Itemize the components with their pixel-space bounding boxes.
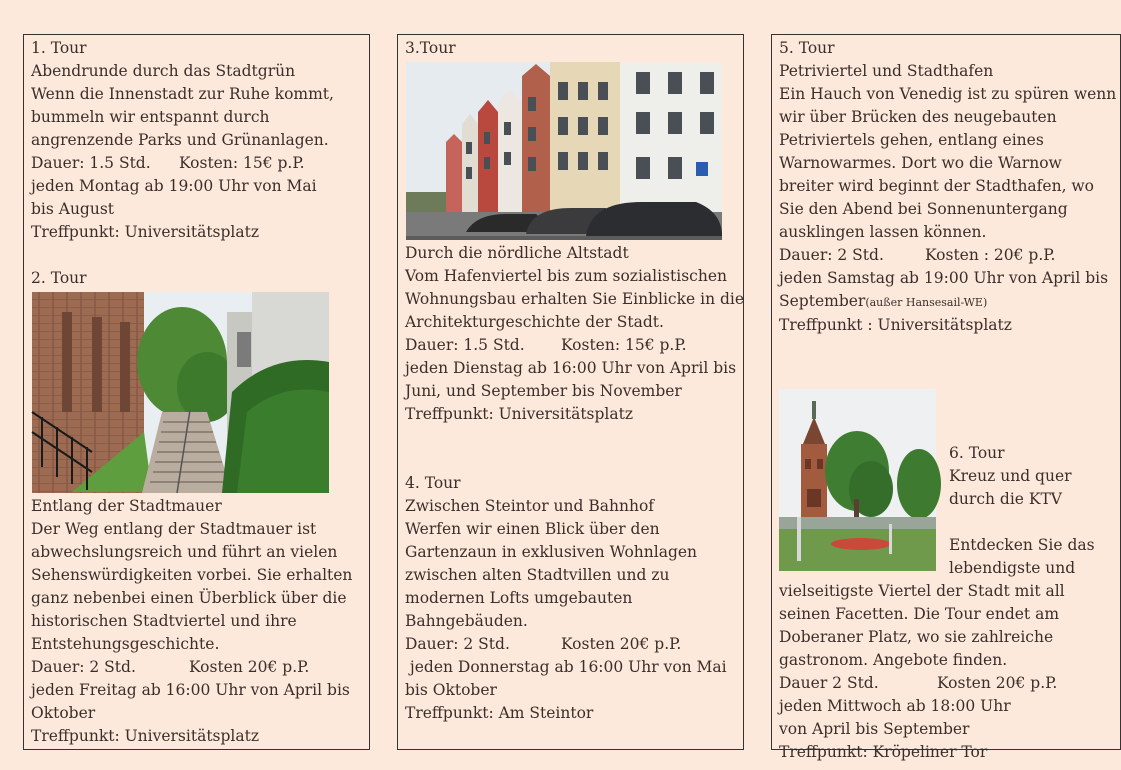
tour5-title: Petriviertel und Stadthafen — [779, 62, 994, 80]
tour1-schedule-2: bis August — [31, 200, 115, 218]
tower-square-photo — [779, 389, 936, 571]
tour1-desc-3: angrenzende Parks und Grünanlagen. — [31, 131, 329, 149]
tour5-desc-2: wir über Brücken des neugebauten — [779, 108, 1057, 126]
tour6-desc-side-1: Entdecken Sie das — [949, 536, 1095, 554]
tour3-cost: Kosten: 15€ p.P. — [561, 336, 687, 354]
tour1-heading: 1. Tour — [31, 39, 87, 57]
tour1-title: Abendrunde durch das Stadtgrün — [31, 62, 296, 80]
tour6-title-2: durch die KTV — [949, 490, 1062, 508]
tour2-desc-4: ganz nebenbei einen Überblick über die — [31, 589, 347, 607]
tour5-desc-1: Ein Hauch von Venedig ist zu spüren wenn — [779, 85, 1117, 103]
tour6-schedule-1: jeden Mittwoch ab 18:00 Uhr — [779, 697, 1011, 715]
tour5-desc-3: Petriviertels gehen, entlang eines — [779, 131, 1044, 149]
tour2-desc-2: abwechslungsreich und führt an vielen — [31, 543, 338, 561]
tour5-schedule-2 — [779, 290, 1114, 314]
tour3-schedule-1: jeden Dienstag ab 16:00 Uhr von April bis — [405, 359, 737, 377]
tour2-heading: 2. Tour — [31, 269, 87, 287]
tour1-meeting: Treffpunkt: Universitätsplatz — [31, 223, 260, 241]
tour4-cost: Kosten 20€ p.P. — [561, 635, 682, 653]
tour3-title: Durch die nördliche Altstadt — [405, 244, 629, 262]
old-town-houses-photo — [406, 62, 722, 240]
tour4-desc-1: Werfen wir einen Blick über den — [405, 520, 660, 538]
tour2-desc-3: Sehenswürdigkeiten vorbei. Sie erhalten — [31, 566, 353, 584]
tour6-desc-3: Doberaner Platz, wo sie zahlreiche — [779, 628, 1054, 646]
tour6-price-line — [779, 672, 1114, 695]
tour4-desc-2: Gartenzaun in exklusiven Wohnlagen — [405, 543, 698, 561]
column-tours-5-6 — [771, 34, 1121, 761]
tour5-price-line — [779, 244, 1114, 267]
tour3-duration: Dauer: 1.5 Std. — [405, 336, 525, 354]
tour1-price-line — [31, 152, 363, 175]
tour1-desc-1: Wenn die Innenstadt zur Ruhe kommt, — [31, 85, 334, 103]
tour4-price-line — [405, 633, 737, 656]
tour3-schedule-2: Juni, und September bis November — [405, 382, 682, 400]
tour1-schedule-1: jeden Montag ab 19:00 Uhr von Mai — [31, 177, 317, 195]
tour5-duration: Dauer: 2 Std. — [779, 246, 884, 264]
tour5-desc-6: Sie den Abend bei Sonnenuntergang — [779, 200, 1068, 218]
tour5-schedule-month: September — [779, 292, 866, 310]
tour2-price-line — [31, 656, 363, 679]
tour5-desc-5: breiter wird beginnt der Stadthafen, wo — [779, 177, 1095, 195]
tour2-desc-5: historischen Stadtviertel und ihre — [31, 612, 297, 630]
tour1-desc-2: bummeln wir entspannt durch — [31, 108, 270, 126]
tour5-meeting: Treffpunkt : Universitätsplatz — [779, 316, 1012, 334]
tour2-desc-6: Entstehungsgeschichte. — [31, 635, 220, 653]
tour2-title: Entlang der Stadtmauer — [31, 497, 222, 515]
tour2-duration: Dauer: 2 Std. — [31, 658, 136, 676]
tour5-heading: 5. Tour — [779, 39, 835, 57]
tour6-meeting: Treffpunkt: Kröpeliner Tor — [779, 743, 988, 761]
tour4-meeting: Treffpunkt: Am Steintor — [405, 704, 594, 722]
tour6-desc-2: seinen Facetten. Die Tour endet am — [779, 605, 1060, 623]
column-tours-3-4 — [397, 34, 744, 750]
tour1-duration: Dauer: 1.5 Std. — [31, 154, 151, 172]
tour2-schedule-2: Oktober — [31, 704, 96, 722]
tour6-schedule-2: von April bis September — [779, 720, 970, 738]
tour4-schedule-1: jeden Donnerstag ab 16:00 Uhr von Mai — [405, 658, 727, 676]
tour4-heading: 4. Tour — [405, 474, 461, 492]
tour4-desc-5: Bahngebäuden. — [405, 612, 528, 630]
tour6-duration: Dauer 2 Std. — [779, 674, 879, 692]
tour6-desc-4: gastronom. Angebote finden. — [779, 651, 1008, 669]
tour3-price-line — [405, 334, 737, 357]
tour6-title-1: Kreuz und quer — [949, 467, 1072, 485]
tour3-desc-2: Wohnungsbau erhalten Sie Einblicke in die — [405, 290, 745, 308]
tour6-desc-side-2: lebendigste und — [949, 559, 1076, 577]
tour2-cost: Kosten 20€ p.P. — [189, 658, 310, 676]
tour4-schedule-2: bis Oktober — [405, 681, 497, 699]
tour5-schedule-1: jeden Samstag ab 19:00 Uhr von April bis — [779, 269, 1109, 287]
tour2-meeting: Treffpunkt: Universitätsplatz — [31, 727, 260, 745]
tour6-cost: Kosten 20€ p.P. — [937, 674, 1058, 692]
tour5-desc-7: ausklingen lassen können. — [779, 223, 987, 241]
tour3-meeting: Treffpunkt: Universitätsplatz — [405, 405, 634, 423]
tour4-title: Zwischen Steintor und Bahnhof — [405, 497, 655, 515]
tour5-desc-4: Warnowarmes. Dort wo die Warnow — [779, 154, 1062, 172]
tour5-schedule-note: (außer Hansesail-WE) — [865, 296, 988, 309]
tour3-desc-3: Architekturgeschichte der Stadt. — [405, 313, 664, 331]
tour4-desc-4: modernen Lofts umgebauten — [405, 589, 633, 607]
tour1-cost: Kosten: 15€ p.P. — [179, 154, 305, 172]
column-tours-1-2 — [23, 34, 370, 750]
tour3-heading: 3.Tour — [405, 39, 456, 57]
tour2-desc-1: Der Weg entlang der Stadtmauer ist — [31, 520, 317, 538]
tour6-side-text — [936, 389, 1095, 580]
tour5-cost: Kosten : 20€ p.P. — [925, 246, 1056, 264]
city-wall-stairs-photo — [32, 292, 329, 493]
tour6-header-block — [779, 389, 1114, 580]
tour6-heading: 6. Tour — [949, 444, 1005, 462]
tour2-schedule-1: jeden Freitag ab 16:00 Uhr von April bis — [31, 681, 350, 699]
tour4-desc-3: zwischen alten Stadtvillen und zu — [405, 566, 670, 584]
tour3-desc-1: Vom Hafenviertel bis zum sozialistischen — [405, 267, 727, 285]
tour4-duration: Dauer: 2 Std. — [405, 635, 510, 653]
tour6-desc-1: vielseitigste Viertel der Stadt mit all — [779, 582, 1065, 600]
